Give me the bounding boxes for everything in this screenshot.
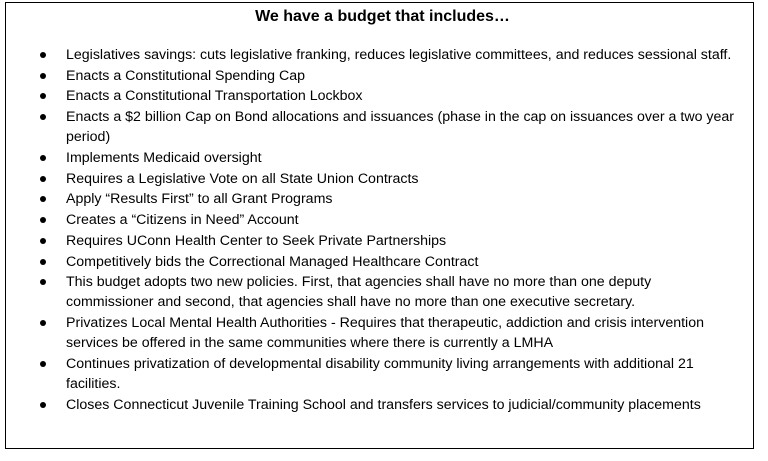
bullet-icon: [40, 279, 46, 285]
list-item-text: Closes Connecticut Juvenile Training School and transfers services to judicial/community placements: [66, 396, 701, 413]
list-item-text: Legislatives savings: cuts legislative franking, reduces legislative committees, and reduces sessional staff.: [66, 47, 732, 63]
list-item-text: Enacts a $2 billion Cap on Bond allocations and issuances (phase in the cap on issuances over a two year period): [66, 109, 735, 146]
list-item: [26, 189, 739, 209]
list-item: [26, 210, 739, 230]
bullet-icon: [40, 52, 46, 58]
list-item-text: Creates a “Citizens in Need” Account: [66, 212, 299, 229]
bullet-icon: [40, 402, 46, 408]
list-item: [26, 231, 739, 251]
document-box: [5, 2, 754, 449]
bullet-icon: [40, 73, 46, 79]
list-item: [26, 395, 739, 415]
list-item-text: Enacts a Constitutional Spending Cap: [66, 67, 305, 84]
list-item-text: Implements Medicaid oversight: [66, 150, 262, 167]
bullet-icon: [40, 176, 46, 182]
list-item: [26, 66, 739, 86]
list-item: [26, 252, 739, 272]
bullet-icon: [40, 196, 46, 202]
bullet-icon: [40, 259, 46, 265]
list-item-text: Continues privatization of developmental disability community living arrangements with additional 21 facilities.: [66, 356, 694, 393]
bullet-icon: [40, 114, 46, 120]
list-item: [26, 169, 739, 189]
list-item: [26, 354, 739, 394]
list-item: [26, 148, 739, 168]
bullet-icon: [40, 361, 46, 367]
list-item: [26, 313, 739, 353]
list-item-text: Competitively bids the Correctional Managed Healthcare Contract: [66, 253, 479, 270]
list-item-text: Requires a Legislative Vote on all State Union Contracts: [66, 170, 419, 187]
bullet-icon: [40, 320, 46, 326]
bullet-icon: [40, 238, 46, 244]
list-item-text: Apply “Results First” to all Grant Programs: [66, 191, 333, 208]
list-item: [26, 272, 739, 312]
bullet-icon: [40, 93, 46, 99]
bullet-icon: [40, 155, 46, 161]
list-item-text: Privatizes Local Mental Health Authorities - Requires that therapeutic, addiction and crisis intervention services be offered in the same communities where there is currently a LMHA: [66, 315, 704, 352]
list-item-text: Enacts a Constitutional Transportation Lockbox: [66, 88, 363, 105]
list-item-text: Requires UConn Health Center to Seek Private Partnerships: [66, 232, 447, 249]
document-title: We have a budget that includes…: [255, 8, 510, 25]
list-item: [26, 107, 739, 147]
list-item-text: This budget adopts two new policies. First, that agencies shall have no more than one deputy commissioner and second, that agencies shall have no more than one executive secretary.: [66, 274, 652, 311]
bullet-icon: [40, 217, 46, 223]
list-item: [26, 86, 739, 106]
list-item: [26, 45, 739, 65]
bullet-list: [26, 45, 739, 415]
